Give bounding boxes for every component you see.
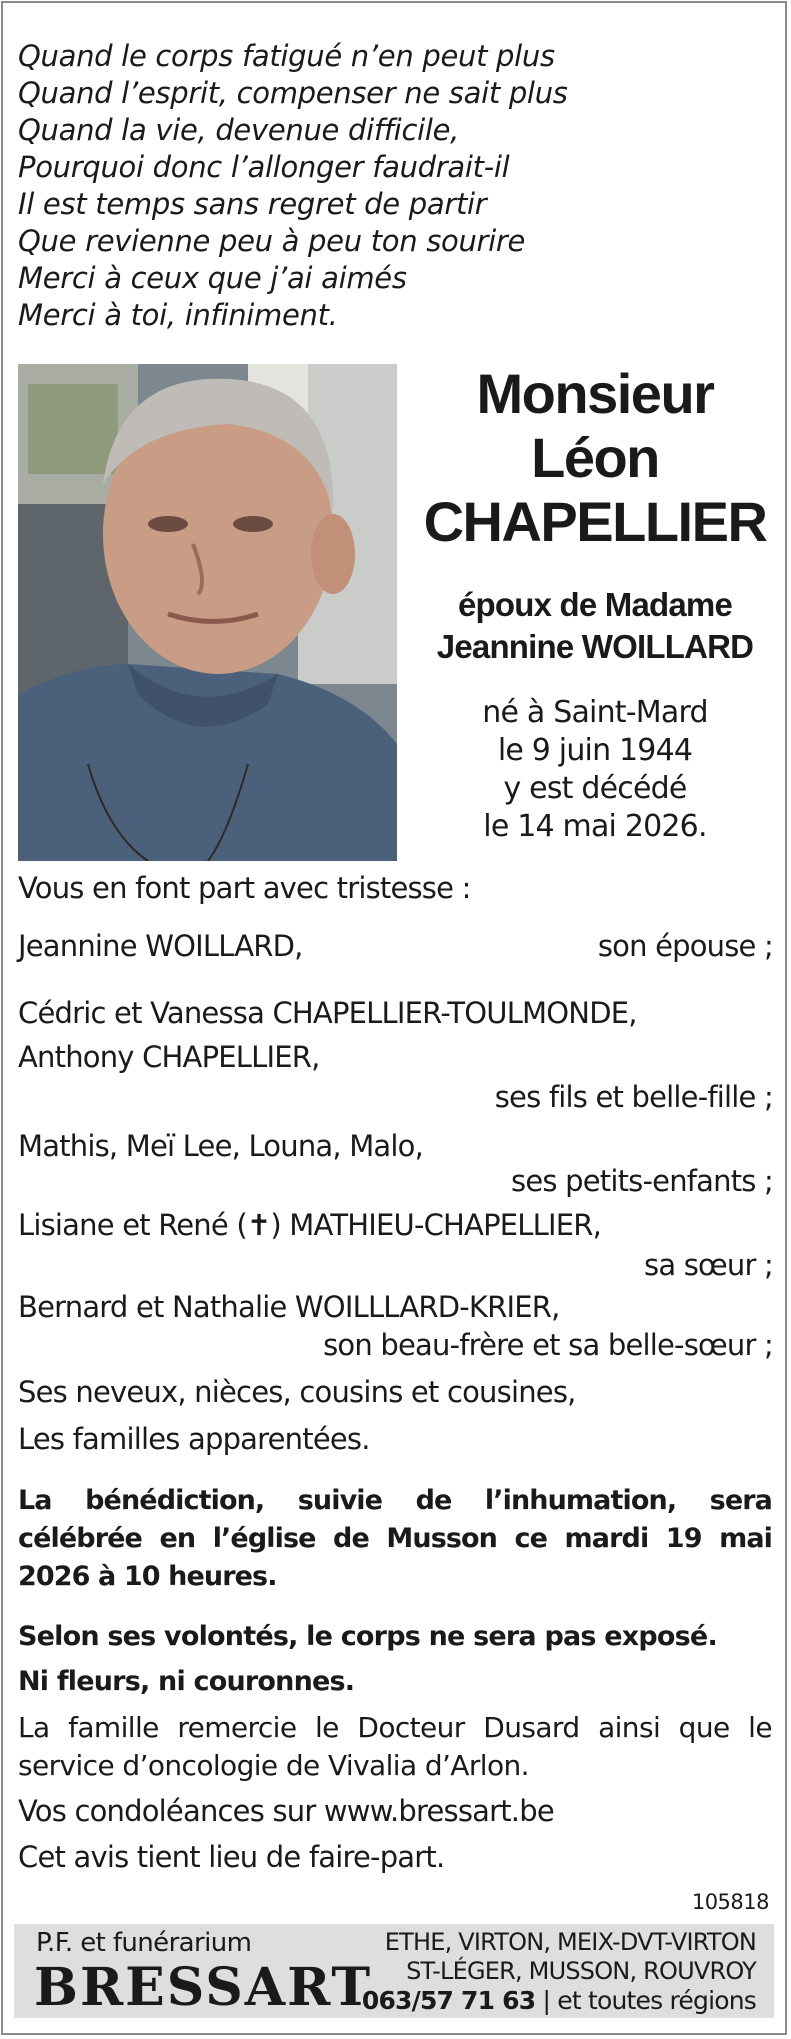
name-part: ) MATHIEU-CHAPELLIER,	[270, 1208, 602, 1242]
deceased-block	[410, 362, 780, 846]
birth-date: le 9 juin 1944	[497, 733, 693, 768]
family-member-name: Anthony CHAPELLIER,	[18, 1040, 320, 1074]
family-member-relation: ses petits-enfants ;	[511, 1164, 773, 1198]
deceased-title: Monsieur	[476, 362, 714, 425]
locations	[362, 1928, 756, 2015]
regions-text: et toutes régions	[557, 1986, 756, 2015]
poem-line: Merci à ceux que j’ai aimés	[18, 261, 407, 295]
family-member-name: Cédric et Vanessa CHAPELLIER-TOULMONDE,	[18, 996, 637, 1030]
family-member-name: Bernard et Nathalie WOILLLARD-KRIER,	[18, 1290, 560, 1324]
ceremony-info: La bénédiction, suivie de l’inhumation, sera célébrée en l’église de Musson ce mardi 19 mai 2026 à 10 heures.	[18, 1485, 772, 1592]
poem-line: Pourquoi donc l’allonger faudrait-il	[18, 150, 510, 184]
phone-number: 063/57 71 63	[361, 1986, 536, 2015]
wish-not-exposed: Selon ses volontés, le corps ne sera pas exposé.	[18, 1621, 717, 1652]
announcement-intro: Vous en font part avec tristesse :	[18, 871, 471, 905]
deceased-last-name: CHAPELLIER	[423, 490, 767, 553]
death-date: le 14 mai 2026.	[483, 809, 707, 844]
birth-death-info	[410, 694, 780, 846]
family-member-relation: sa sœur ;	[644, 1248, 773, 1282]
deceased-first-name: Léon	[531, 426, 659, 489]
poem-line: Merci à toi, infiniment.	[18, 298, 338, 332]
condolences-text: Vos condoléances sur www.bressart.be	[18, 1794, 554, 1828]
contact-line	[362, 1986, 756, 2015]
family-member-relation: son épouse ;	[597, 929, 773, 963]
birth-place: né à Saint-Mard	[482, 695, 708, 730]
spouse-line: époux de Madame	[457, 586, 733, 623]
locations-line: ST-LÉGER, MUSSON, ROUVROY	[406, 1957, 756, 1985]
funeral-home-footer	[14, 1924, 774, 2018]
notice-text: Cet avis tient lieu de faire-part.	[18, 1840, 445, 1874]
spouse-line: Jeannine WOILLARD	[436, 628, 754, 665]
spouse-info	[410, 584, 780, 668]
poem-line: Quand le corps fatigué n’en peut plus	[18, 39, 555, 73]
death-place: y est décédé	[503, 771, 687, 806]
thanks-text: La famille remercie le Docteur Dusard ainsi que le service d’oncologie de Vivalia d’Arlon.	[18, 1711, 772, 1782]
separator: |	[542, 1986, 551, 2015]
other-relatives: Ses neveux, nièces, cousins et cousines,	[18, 1375, 576, 1409]
brand-logo: BRESSART	[34, 1957, 373, 2018]
portrait-photo	[18, 364, 397, 861]
pf-label: P.F. et funérarium	[36, 1928, 252, 1958]
family-member-name: Jeannine WOILLARD,	[18, 929, 303, 963]
locations-line: ETHE, VIRTON, MEIX-DVT-VIRTON	[384, 1928, 756, 1956]
cross-icon: ✝	[246, 1208, 271, 1242]
poem-line: Quand la vie, devenue difficile,	[18, 113, 460, 147]
family-member-name	[18, 1205, 601, 1245]
family-member-relation: ses fils et belle-fille ;	[494, 1080, 773, 1114]
name-part: Lisiane et René (	[18, 1208, 247, 1242]
poem-line: Quand l’esprit, compenser ne sait plus	[18, 76, 568, 110]
related-families: Les familles apparentées.	[18, 1422, 370, 1456]
poem-line: Il est temps sans regret de partir	[18, 187, 487, 221]
family-member-name: Mathis, Meï Lee, Louna, Malo,	[18, 1129, 424, 1163]
poem-line: Que revienne peu à peu ton sourire	[18, 224, 526, 258]
portrait-image	[18, 364, 397, 861]
reference-number: 105818	[691, 1890, 769, 1914]
poem	[18, 38, 718, 334]
wish-no-flowers: Ni fleurs, ni couronnes.	[18, 1666, 355, 1697]
family-member-relation: son beau-frère et sa belle-sœur ;	[323, 1328, 773, 1362]
